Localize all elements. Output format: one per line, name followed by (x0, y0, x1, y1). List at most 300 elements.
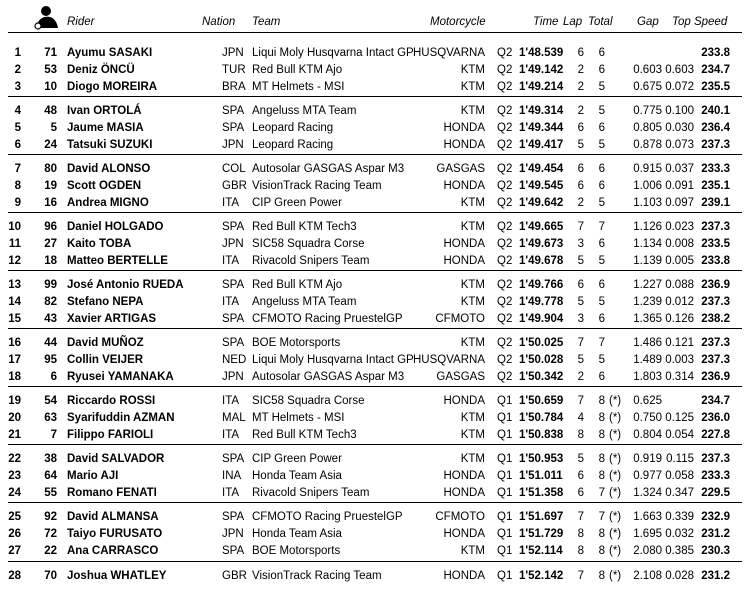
group-separator (8, 444, 742, 445)
position-cell: 23 (8, 470, 21, 482)
rider-number-cell: 95 (44, 354, 57, 366)
position-cell: 9 (14, 197, 21, 209)
total-cell: 7 (598, 337, 605, 349)
time-cell: 1'48.539 (519, 47, 564, 59)
team-cell: Red Bull KTM Tech3 (252, 429, 357, 441)
session-cell: Q1 (497, 412, 513, 424)
team-cell: Leopard Racing (252, 122, 334, 134)
lap-cell: 6 (577, 487, 584, 499)
time-cell: 1'49.678 (519, 255, 564, 267)
top-speed-cell: 233.8 (701, 255, 730, 267)
table-row (0, 138, 750, 155)
table-row (0, 46, 750, 63)
session-cell: Q2 (497, 139, 513, 151)
position-cell: 27 (8, 545, 21, 557)
time-cell: 1'49.214 (519, 81, 564, 93)
header-lap: Lap (563, 16, 583, 28)
team-cell: Honda Team Asia (252, 528, 342, 540)
lap-cell: 6 (577, 180, 584, 192)
team-cell: Red Bull KTM Tech3 (252, 221, 357, 233)
team-cell: MT Helmets - MSI (252, 81, 345, 93)
position-cell: 21 (8, 429, 21, 441)
nation-cell: MAL (222, 412, 246, 424)
total-cell: 8 (598, 429, 605, 441)
gap-previous-cell: 0.028 (665, 570, 694, 582)
gap-previous-cell: 0.073 (665, 139, 694, 151)
rider-name-cell: Tatsuki SUZUKI (67, 139, 153, 151)
rider-number-cell: 44 (44, 337, 57, 349)
lap-cell: 6 (577, 470, 584, 482)
rider-name-cell: Matteo BERTELLE (67, 255, 168, 267)
lap-cell: 5 (577, 255, 584, 267)
rider-number-cell: 92 (44, 511, 57, 523)
rider-number-cell: 18 (44, 255, 57, 267)
header-top-speed: Top Speed (672, 16, 728, 28)
team-cell: VisionTrack Racing Team (252, 570, 382, 582)
gap-first-cell: 1.365 (633, 313, 662, 325)
star-note-cell: (*) (609, 487, 622, 499)
motorcycle-cell: HONDA (443, 122, 485, 134)
lap-cell: 2 (577, 81, 584, 93)
team-cell: SIC58 Squadra Corse (252, 395, 365, 407)
position-cell: 3 (14, 81, 21, 93)
team-cell: Rivacold Snipers Team (252, 255, 370, 267)
team-cell: Liqui Moly Husqvarna Intact GP (252, 47, 414, 59)
time-cell: 1'49.665 (519, 221, 564, 233)
total-cell: 6 (598, 180, 605, 192)
session-cell: Q2 (497, 105, 513, 117)
team-cell: VisionTrack Racing Team (252, 180, 382, 192)
rider-number-cell: 70 (44, 570, 57, 582)
motorcycle-cell: KTM (460, 81, 485, 93)
star-note-cell: (*) (609, 395, 622, 407)
position-cell: 2 (14, 64, 21, 76)
lap-cell: 7 (577, 337, 584, 349)
team-cell: Liqui Moly Husqvarna Intact GP (252, 354, 414, 366)
rider-name-cell: David SALVADOR (67, 453, 165, 465)
session-cell: Q2 (497, 354, 513, 366)
group-separator (8, 96, 742, 97)
star-note-cell: (*) (609, 453, 622, 465)
star-note-cell: (*) (609, 545, 622, 557)
total-cell: 6 (598, 163, 605, 175)
position-cell: 8 (14, 180, 21, 192)
time-cell: 1'51.358 (519, 487, 564, 499)
rider-number-cell: 64 (44, 470, 57, 482)
group-separator (8, 270, 742, 271)
nation-cell: SPA (222, 337, 245, 349)
gap-first-cell: 0.804 (633, 429, 662, 441)
header-total: Total (588, 16, 613, 28)
gap-first-cell: 1.489 (633, 354, 662, 366)
header-rule (8, 32, 742, 33)
table-header (0, 0, 750, 34)
gap-previous-cell: 0.121 (665, 337, 694, 349)
team-cell: SIC58 Squadra Corse (252, 238, 365, 250)
lap-cell: 7 (577, 395, 584, 407)
gap-previous-cell: 0.339 (665, 511, 694, 523)
gap-first-cell: 0.625 (633, 395, 662, 407)
session-cell: Q2 (497, 221, 513, 233)
table-row (0, 278, 750, 295)
lap-cell: 7 (577, 511, 584, 523)
star-note-cell: (*) (609, 570, 622, 582)
table-row (0, 452, 750, 469)
time-cell: 1'49.545 (519, 180, 564, 192)
rider-name-cell: Andrea MIGNO (67, 197, 149, 209)
rider-name-cell: David ALMANSA (67, 511, 159, 523)
rider-name-cell: Kaito TOBA (67, 238, 132, 250)
table-row (0, 196, 750, 213)
rider-name-cell: Ryusei YAMANAKA (67, 371, 174, 383)
gap-previous-cell: 0.603 (665, 64, 694, 76)
lap-cell: 2 (577, 64, 584, 76)
total-cell: 6 (598, 238, 605, 250)
total-cell: 6 (598, 64, 605, 76)
rider-name-cell: Daniel HOLGADO (67, 221, 164, 233)
nation-cell: SPA (222, 453, 245, 465)
nation-cell: SPA (222, 221, 245, 233)
rider-name-cell: Taiyo FURUSATO (67, 528, 163, 540)
table-row (0, 394, 750, 411)
rider-name-cell: David ALONSO (67, 163, 151, 175)
team-cell: Angeluss MTA Team (252, 105, 357, 117)
motorcycle-cell: HONDA (443, 139, 485, 151)
lap-cell: 3 (577, 313, 584, 325)
rider-name-cell: Syarifuddin AZMAN (67, 412, 175, 424)
rider-name-cell: José Antonio RUEDA (67, 279, 184, 291)
top-speed-cell: 229.5 (701, 487, 730, 499)
gap-previous-cell: 0.023 (665, 221, 694, 233)
table-row (0, 510, 750, 527)
top-speed-cell: 237.3 (701, 453, 730, 465)
gap-first-cell: 0.977 (633, 470, 662, 482)
session-cell: Q1 (497, 395, 513, 407)
total-cell: 7 (598, 511, 605, 523)
nation-cell: SPA (222, 279, 245, 291)
star-note-cell: (*) (609, 412, 622, 424)
team-cell: Red Bull KTM Ajo (252, 64, 343, 76)
gap-first-cell: 1.803 (633, 371, 662, 383)
session-cell: Q2 (497, 255, 513, 267)
rider-number-cell: 80 (44, 163, 57, 175)
rider-number-cell: 24 (44, 139, 57, 151)
nation-cell: ITA (222, 429, 240, 441)
motorcycle-cell: HONDA (443, 570, 485, 582)
top-speed-cell: 233.3 (701, 163, 730, 175)
gap-first-cell: 2.108 (633, 570, 662, 582)
rider-name-cell: Scott OGDEN (67, 180, 142, 192)
total-cell: 6 (598, 279, 605, 291)
total-cell: 6 (598, 371, 605, 383)
gap-first-cell: 0.603 (633, 64, 662, 76)
total-cell: 5 (598, 81, 605, 93)
total-cell: 7 (598, 221, 605, 233)
motorcycle-cell: HONDA (443, 528, 485, 540)
time-cell: 1'50.838 (519, 429, 564, 441)
gap-previous-cell: 0.032 (665, 528, 694, 540)
nation-cell: BRA (222, 81, 246, 93)
motorcycle-cell: KTM (460, 105, 485, 117)
nation-cell: SPA (222, 122, 245, 134)
time-cell: 1'49.314 (519, 105, 564, 117)
position-cell: 1 (14, 47, 21, 59)
position-cell: 7 (14, 163, 21, 175)
top-speed-cell: 237.3 (701, 139, 730, 151)
gap-previous-cell: 0.115 (666, 453, 694, 465)
time-cell: 1'52.114 (519, 545, 563, 557)
rider-number-cell: 27 (44, 238, 57, 250)
gap-first-cell: 2.080 (633, 545, 662, 557)
gap-previous-cell: 0.054 (665, 429, 694, 441)
top-speed-cell: 234.7 (701, 64, 730, 76)
position-cell: 4 (14, 105, 21, 117)
motorcycle-cell: GASGAS (436, 163, 485, 175)
time-cell: 1'51.697 (519, 511, 564, 523)
table-row (0, 469, 750, 486)
motorcycle-cell: HONDA (443, 255, 485, 267)
session-cell: Q2 (497, 279, 513, 291)
gap-previous-cell: 0.091 (665, 180, 694, 192)
table-row (0, 486, 750, 503)
time-cell: 1'49.904 (519, 313, 564, 325)
group-separator (8, 328, 742, 329)
top-speed-cell: 236.0 (701, 412, 730, 424)
lap-cell: 2 (577, 371, 584, 383)
position-cell: 24 (8, 487, 21, 499)
time-cell: 1'49.673 (519, 238, 564, 250)
rider-name-cell: Ayumu SASAKI (67, 47, 153, 59)
session-cell: Q1 (497, 570, 513, 582)
header-team: Team (252, 16, 281, 28)
position-cell: 26 (8, 528, 21, 540)
rider-number-cell: 55 (44, 487, 57, 499)
total-cell: 8 (598, 453, 605, 465)
time-cell: 1'50.953 (519, 453, 564, 465)
motorcycle-cell: CFMOTO (435, 511, 485, 523)
total-cell: 8 (598, 470, 605, 482)
total-cell: 6 (598, 47, 605, 59)
rider-name-cell: Romano FENATI (67, 487, 157, 499)
position-cell: 15 (8, 313, 21, 325)
top-speed-cell: 238.2 (701, 313, 730, 325)
position-cell: 25 (8, 511, 21, 523)
star-note-cell: (*) (609, 511, 622, 523)
rider-name-cell: Diogo MOREIRA (67, 81, 158, 93)
motorcycle-cell: KTM (460, 429, 485, 441)
table-row (0, 411, 750, 428)
team-cell: CIP Green Power (252, 197, 342, 209)
team-cell: BOE Motorsports (252, 337, 341, 349)
total-cell: 8 (598, 545, 605, 557)
time-cell: 1'49.642 (519, 197, 564, 209)
gap-first-cell: 1.006 (633, 180, 662, 192)
header-nation: Nation (202, 16, 236, 28)
table-row (0, 162, 750, 179)
session-cell: Q2 (497, 180, 513, 192)
gap-previous-cell: 0.100 (665, 105, 694, 117)
motorcycle-cell: KTM (460, 197, 485, 209)
nation-cell: GBR (222, 180, 247, 192)
top-speed-cell: 237.3 (701, 221, 730, 233)
time-cell: 1'50.342 (519, 371, 564, 383)
gap-first-cell: 1.103 (633, 197, 662, 209)
gap-previous-cell: 0.005 (665, 255, 694, 267)
top-speed-cell: 230.3 (701, 545, 730, 557)
lap-cell: 7 (577, 570, 584, 582)
gap-previous-cell: 0.347 (665, 487, 694, 499)
gap-first-cell: 0.675 (633, 81, 662, 93)
gap-first-cell: 0.775 (633, 105, 662, 117)
total-cell: 6 (598, 313, 605, 325)
gap-first-cell: 1.126 (633, 221, 662, 233)
time-cell: 1'51.011 (519, 470, 563, 482)
lap-cell: 2 (577, 197, 584, 209)
rider-number-cell: 10 (44, 81, 57, 93)
rider-name-cell: Jaume MASIA (67, 122, 144, 134)
table-row (0, 295, 750, 312)
team-cell: CFMOTO Racing PruestelGP (252, 511, 403, 523)
top-speed-cell: 233.3 (701, 470, 730, 482)
session-cell: Q1 (497, 528, 513, 540)
header-gap: Gap (637, 16, 659, 28)
gap-previous-cell: 0.314 (665, 371, 694, 383)
gap-first-cell: 1.695 (633, 528, 662, 540)
header-motorcycle: Motorcycle (430, 16, 486, 28)
gap-first-cell: 1.134 (633, 238, 662, 250)
gap-previous-cell: 0.088 (665, 279, 694, 291)
rider-name-cell: Stefano NEPA (67, 296, 144, 308)
position-cell: 19 (8, 395, 21, 407)
lap-cell: 6 (577, 279, 584, 291)
top-speed-cell: 240.1 (701, 105, 730, 117)
table-row (0, 179, 750, 196)
nation-cell: JPN (222, 528, 244, 540)
gap-first-cell: 1.239 (633, 296, 662, 308)
rider-name-cell: Joshua WHATLEY (67, 570, 167, 582)
rider-name-cell: Ivan ORTOLÁ (67, 105, 142, 117)
rider-number-cell: 38 (44, 453, 57, 465)
team-cell: BOE Motorsports (252, 545, 341, 557)
rider-number-cell: 96 (44, 221, 57, 233)
nation-cell: JPN (222, 47, 244, 59)
rider-name-cell: Xavier ARTIGAS (67, 313, 157, 325)
position-cell: 20 (8, 412, 21, 424)
top-speed-cell: 236.9 (701, 371, 730, 383)
lap-cell: 5 (577, 296, 584, 308)
nation-cell: ITA (222, 395, 240, 407)
gap-first-cell: 0.878 (633, 139, 662, 151)
time-cell: 1'51.729 (519, 528, 564, 540)
gap-previous-cell: 0.126 (665, 313, 694, 325)
session-cell: Q2 (497, 122, 513, 134)
time-cell: 1'52.142 (519, 570, 564, 582)
nation-cell: NED (222, 354, 247, 366)
team-cell: Autosolar GASGAS Aspar M3 (252, 371, 405, 383)
position-cell: 16 (8, 337, 21, 349)
gap-previous-cell: 0.008 (665, 238, 694, 250)
total-cell: 8 (598, 528, 605, 540)
position-cell: 28 (8, 570, 21, 582)
group-separator (8, 212, 742, 213)
total-cell: 5 (598, 255, 605, 267)
rider-number-cell: 5 (50, 122, 57, 134)
motorcycle-cell: KTM (460, 453, 485, 465)
total-cell: 6 (598, 122, 605, 134)
position-cell: 10 (8, 221, 21, 233)
gap-previous-cell: 0.125 (665, 412, 694, 424)
top-speed-cell: 237.3 (701, 354, 730, 366)
rider-number-cell: 48 (44, 105, 57, 117)
lap-cell: 8 (577, 545, 584, 557)
session-cell: Q1 (497, 487, 513, 499)
table-row (0, 336, 750, 353)
nation-cell: JPN (222, 139, 244, 151)
total-cell: 5 (598, 139, 605, 151)
top-speed-cell: 231.2 (701, 570, 730, 582)
lap-cell: 8 (577, 429, 584, 441)
position-cell: 18 (8, 371, 21, 383)
session-cell: Q1 (497, 470, 513, 482)
gap-first-cell: 1.324 (633, 487, 662, 499)
position-cell: 14 (8, 296, 21, 308)
motorcycle-cell: KTM (460, 337, 485, 349)
top-speed-cell: 237.3 (701, 337, 730, 349)
nation-cell: INA (222, 470, 242, 482)
team-cell: Red Bull KTM Ajo (252, 279, 343, 291)
table-row (0, 80, 750, 97)
group-separator (8, 561, 742, 562)
top-speed-cell: 235.1 (701, 180, 730, 192)
rider-number-cell: 99 (44, 279, 57, 291)
nation-cell: SPA (222, 105, 245, 117)
total-cell: 8 (598, 570, 605, 582)
top-speed-cell: 233.8 (701, 47, 730, 59)
gap-previous-cell: 0.030 (665, 122, 694, 134)
time-cell: 1'49.344 (519, 122, 564, 134)
session-cell: Q1 (497, 453, 513, 465)
table-row (0, 428, 750, 445)
top-speed-cell: 234.7 (701, 395, 730, 407)
top-speed-cell: 231.2 (701, 528, 730, 540)
motorcycle-cell: KTM (460, 545, 485, 557)
session-cell: Q2 (497, 81, 513, 93)
team-cell: CFMOTO Racing PruestelGP (252, 313, 403, 325)
motorcycle-cell: HONDA (443, 470, 485, 482)
table-row (0, 370, 750, 387)
rider-number-cell: 43 (44, 313, 57, 325)
table-row (0, 569, 750, 586)
rider-name-cell: Riccardo ROSSI (67, 395, 156, 407)
header-time: Time (533, 16, 559, 28)
star-note-cell: (*) (609, 429, 622, 441)
motorcycle-cell: KTM (460, 296, 485, 308)
position-cell: 11 (8, 238, 21, 250)
table-row (0, 254, 750, 271)
motorcycle-cell: HONDA (443, 395, 485, 407)
lap-cell: 5 (577, 354, 584, 366)
motorcycle-cell: CFMOTO (435, 313, 485, 325)
gap-previous-cell: 0.385 (665, 545, 694, 557)
total-cell: 5 (598, 197, 605, 209)
session-cell: Q1 (497, 545, 513, 557)
lap-cell: 2 (577, 105, 584, 117)
nation-cell: ITA (222, 197, 240, 209)
gap-first-cell: 1.663 (633, 511, 662, 523)
team-cell: Leopard Racing (252, 139, 334, 151)
team-cell: Rivacold Snipers Team (252, 487, 370, 499)
rider-name-cell: Ana CARRASCO (67, 545, 159, 557)
